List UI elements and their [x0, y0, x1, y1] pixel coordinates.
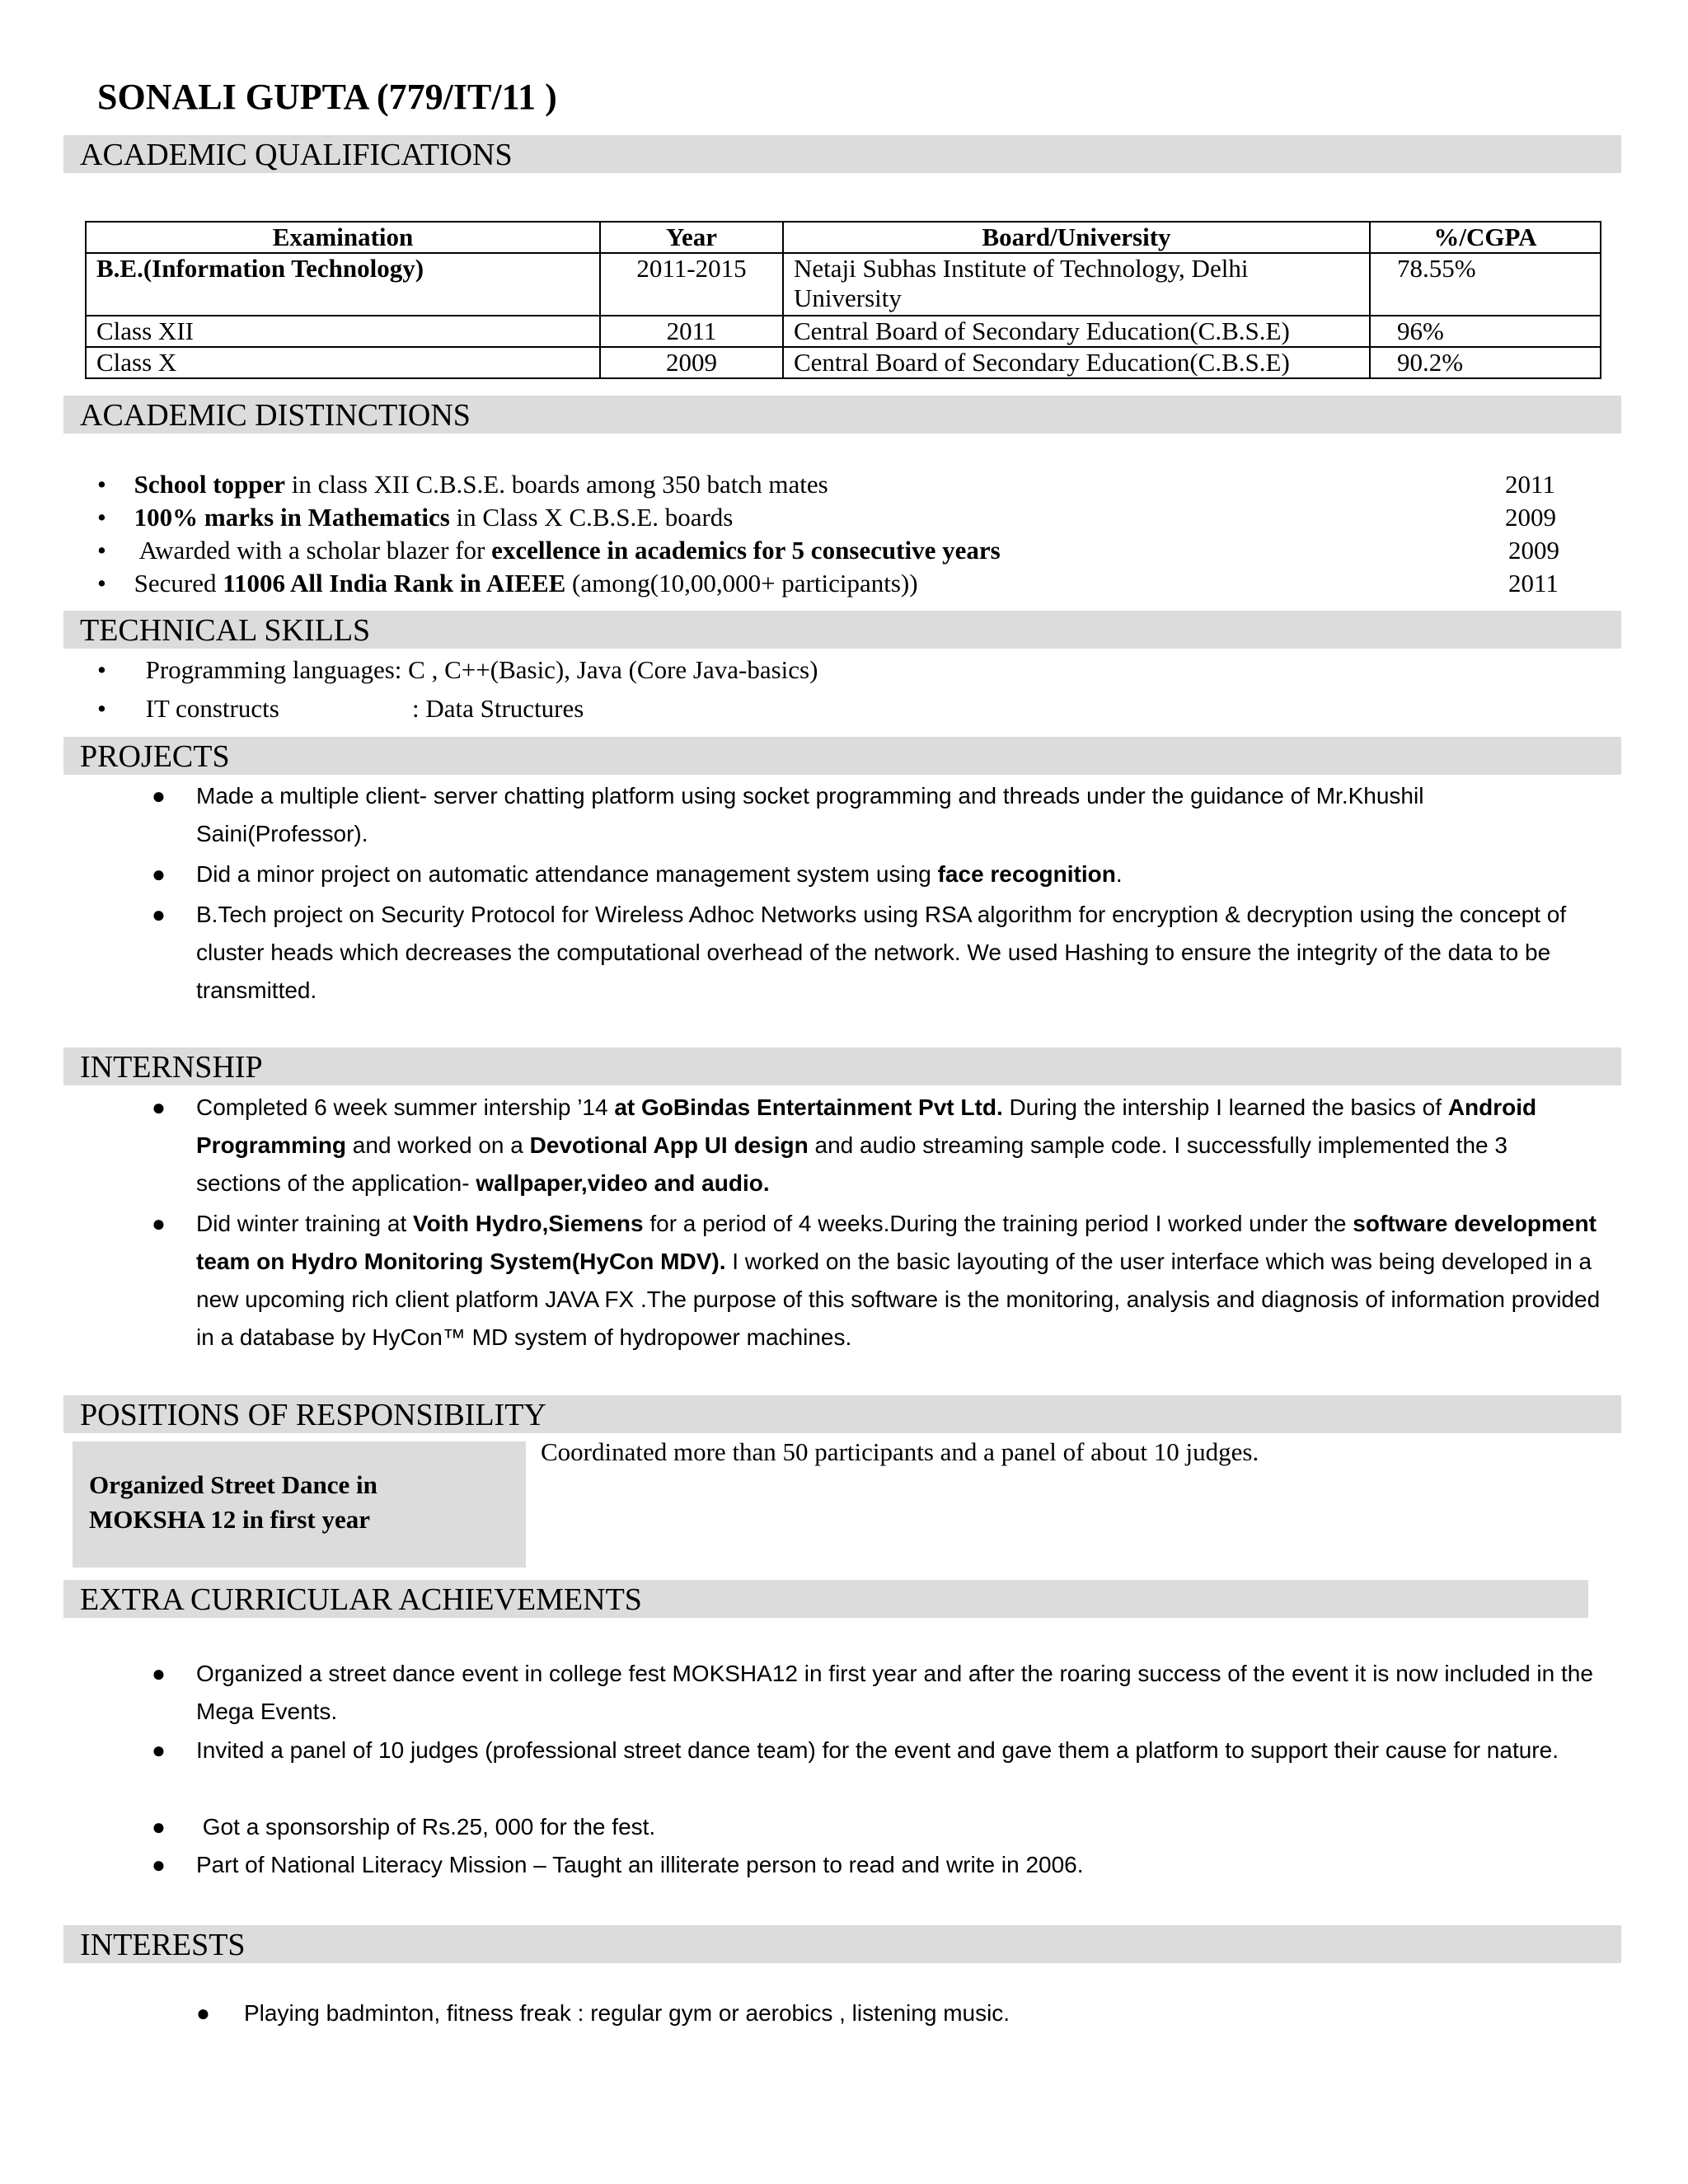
distinction-text: in Class X C.B.S.E. boards: [449, 503, 734, 532]
section-title: PROJECTS: [80, 739, 230, 774]
position-title-box: [73, 1441, 526, 1568]
table-row: [86, 253, 1601, 316]
bullet-icon: •: [97, 569, 106, 598]
bullet-icon: ●: [152, 1852, 166, 1877]
section-title: ACADEMIC QUALIFICATIONS: [80, 138, 513, 172]
section-title: POSITIONS OF RESPONSIBILITY: [80, 1398, 546, 1432]
bullet-icon: •: [97, 655, 106, 684]
list-item: [97, 536, 1001, 565]
section-interests: [63, 1925, 1621, 1963]
section-projects: [63, 737, 1621, 775]
qualifications-table: [85, 221, 1601, 379]
project-item: Made a multiple client- server chatting platform using socket programming and threads under the guidance of Mr.Khushil Saini(Professor).: [196, 783, 1424, 846]
cell-exam: Class XII: [86, 316, 600, 347]
skill-label: Programming languages:: [145, 655, 402, 684]
section-title: TECHNICAL SKILLS: [80, 613, 371, 648]
distinction-year: 2011: [1508, 569, 1559, 598]
cell-exam: B.E.(Information Technology): [86, 253, 600, 316]
section-title: ACADEMIC DISTINCTIONS: [80, 398, 471, 433]
project-item: Did a minor project on automatic attendance management system using face recognition.: [196, 861, 1123, 887]
bullet-icon: ●: [196, 2000, 210, 2026]
achievement-item: Organized a street dance event in college fest MOKSHA12 in first year and after the roaring success of the event it is now included in the Mega Events.: [196, 1661, 1593, 1724]
bullet-icon: ●: [152, 1814, 166, 1840]
cell-board: Netaji Subhas Institute of Technology, Delhi University: [783, 253, 1370, 316]
bullet-icon: ●: [152, 1211, 166, 1236]
skill-value: : Data Structures: [412, 694, 584, 723]
candidate-name: SONALI GUPTA (779/IT/11 ): [97, 77, 557, 117]
bullet-icon: •: [97, 536, 106, 565]
col-header: Year: [600, 222, 783, 253]
bullet-icon: ●: [152, 783, 166, 808]
distinction-year: 2011: [1505, 470, 1555, 499]
achievement-item: Got a sponsorship of Rs.25, 000 for the fest.: [196, 1814, 656, 1840]
cell-board: Central Board of Secondary Education(C.B.S.E): [783, 347, 1370, 378]
section-academic-qualifications: [63, 135, 1621, 173]
distinction-highlight: 100% marks in Mathematics: [134, 503, 450, 532]
table-row: [86, 347, 1601, 378]
interest-item: Playing badminton, fitness freak : regular gym or aerobics , listening music.: [244, 2000, 1010, 2026]
bullet-icon: ●: [152, 861, 166, 887]
bullet-icon: ●: [152, 902, 166, 927]
section-technical-skills: [63, 611, 1621, 649]
col-header: Board/University: [783, 222, 1370, 253]
section-academic-distinctions: [63, 396, 1621, 434]
distinction-text: (among(10,00,000+ participants)): [565, 569, 918, 598]
list-item: [97, 503, 733, 532]
table-row: [86, 316, 1601, 347]
section-positions: [63, 1395, 1621, 1433]
bullet-icon: •: [97, 470, 106, 499]
cell-score: 90.2%: [1370, 347, 1601, 378]
table-header-row: [86, 222, 1601, 253]
section-extra-curricular: [63, 1580, 1588, 1618]
achievement-item: Invited a panel of 10 judges (professional street dance team) for the event and gave them a platform to support their cause for nature.: [196, 1737, 1559, 1763]
bullet-icon: •: [97, 503, 106, 532]
skill-label: IT constructs: [145, 694, 279, 723]
list-item: [97, 470, 828, 499]
cell-year: 2009: [600, 347, 783, 378]
col-header: %/CGPA: [1370, 222, 1601, 253]
distinction-year: 2009: [1508, 536, 1559, 565]
internship-item: Did winter training at Voith Hydro,Siemens for a period of 4 weeks.During the training period I worked under the software development team on Hydro Monitoring System(HyCon MDV). I worked on the basic layouting of the user interface which was being developed in a new upcoming rich client platform JAVA FX .The purpose of this software is the monitoring, analysis and diagnosis of information provided in a database by HyCon™ MD system of hydropower machines.: [196, 1211, 1601, 1350]
distinction-highlight: 11006 All India Rank in AIEEE: [223, 569, 566, 598]
cell-score: 96%: [1370, 316, 1601, 347]
cell-year: 2011: [600, 316, 783, 347]
list-item: [97, 655, 818, 685]
bullet-icon: •: [97, 694, 106, 723]
cell-exam: Class X: [86, 347, 600, 378]
distinction-year: 2009: [1505, 503, 1556, 532]
distinction-highlight: School topper: [134, 470, 286, 499]
distinction-text: Awarded with a scholar blazer for: [138, 536, 492, 565]
distinction-highlight: excellence in academics for 5 consecutive years: [491, 536, 1001, 565]
list-item: [97, 694, 279, 724]
col-header: Examination: [86, 222, 600, 253]
bullet-icon: ●: [152, 1737, 166, 1763]
achievement-item: Part of National Literacy Mission – Taught an illiterate person to read and write in 2006.: [196, 1852, 1084, 1877]
list-item: [97, 569, 918, 598]
cell-year: 2011-2015: [600, 253, 783, 316]
section-title: INTERESTS: [80, 1928, 246, 1962]
position-description: Coordinated more than 50 participants and a panel of about 10 judges.: [541, 1437, 1259, 1466]
distinction-text: Secured: [134, 569, 223, 598]
cell-score: 78.55%: [1370, 253, 1601, 316]
project-item: B.Tech project on Security Protocol for Wireless Adhoc Networks using RSA algorithm for encryption & decryption using the concept of cluster heads which decreases the computational overhead of the network. We used Hashing to ensure the integrity of the data to be transmitted.: [196, 902, 1567, 1003]
internship-item: Completed 6 week summer intership ’14 at GoBindas Entertainment Pvt Ltd. During the intership I learned the basics of Android Programming and worked on a Devotional App UI design and audio streaming sample code. I successfully implemented the 3 sections of the application- wallpaper,video and audio.: [196, 1094, 1537, 1196]
section-title: EXTRA CURRICULAR ACHIEVEMENTS: [80, 1582, 642, 1617]
bullet-icon: ●: [152, 1094, 166, 1120]
cell-board: Central Board of Secondary Education(C.B.S.E): [783, 316, 1370, 347]
bullet-icon: ●: [152, 1661, 166, 1686]
skill-value: C , C++(Basic), Java (Core Java-basics): [408, 655, 818, 684]
position-title: Organized Street Dance in MOKSHA 12 in first year: [89, 1470, 377, 1534]
section-internship: [63, 1047, 1621, 1085]
distinction-text: in class XII C.B.S.E. boards among 350 batch mates: [285, 470, 828, 499]
section-title: INTERNSHIP: [80, 1050, 263, 1085]
